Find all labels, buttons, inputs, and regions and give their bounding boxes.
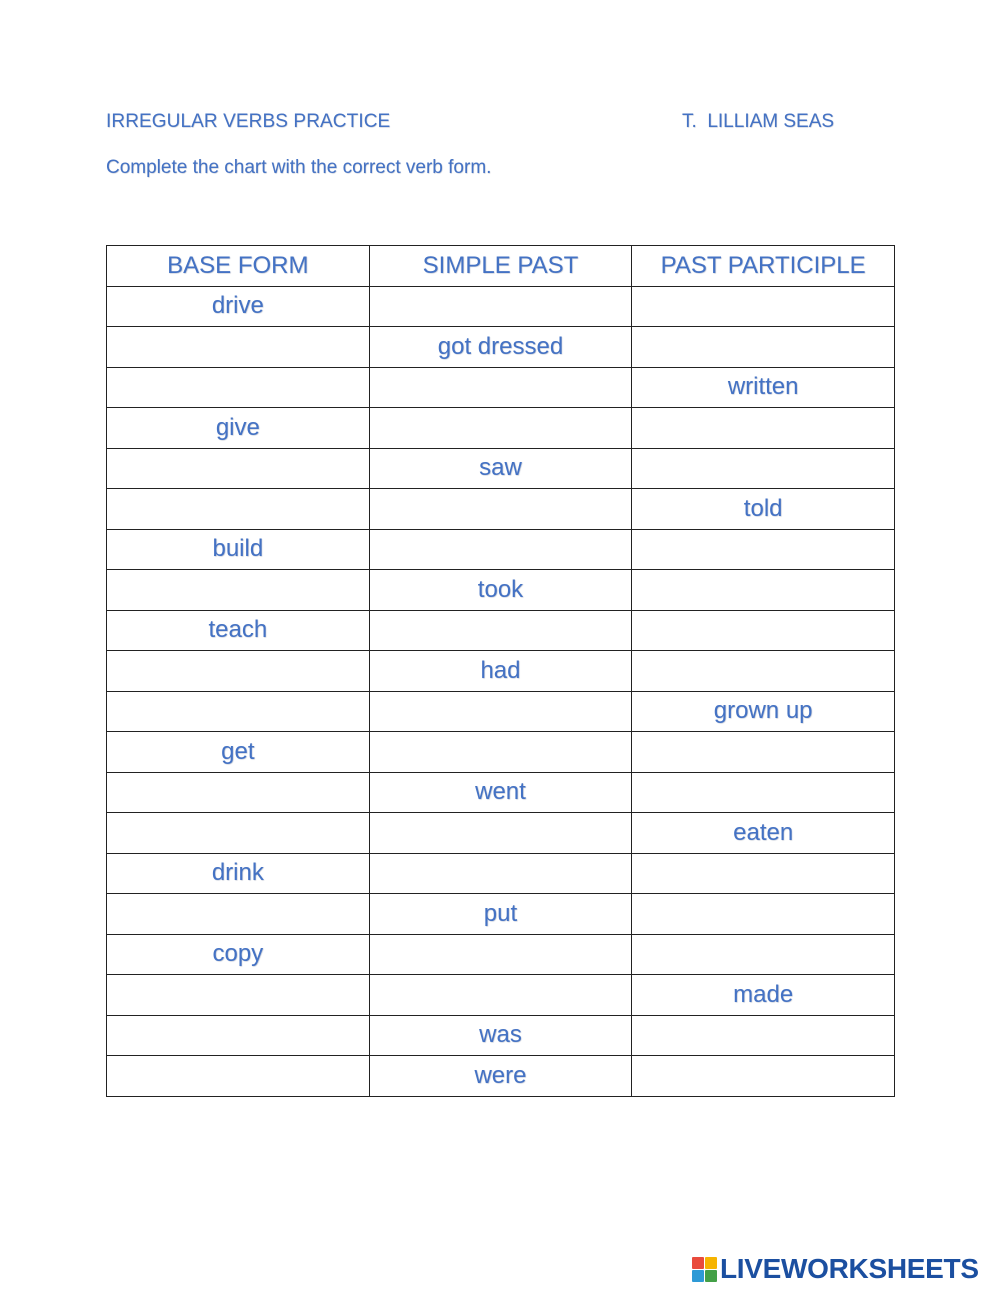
logo-square — [705, 1257, 717, 1269]
simple-past-cell[interactable] — [369, 286, 632, 327]
logo-square — [692, 1257, 704, 1269]
table-row — [107, 1056, 895, 1097]
table-row — [107, 408, 895, 449]
simple-past-cell[interactable] — [369, 853, 632, 894]
logo-square — [705, 1270, 717, 1282]
base-form-cell[interactable] — [107, 327, 370, 368]
simple-past-cell: got dressed — [369, 327, 632, 368]
simple-past-cell[interactable] — [369, 813, 632, 854]
table-row — [107, 448, 895, 489]
author-name: T. LILLIAM SEAS — [682, 111, 835, 132]
column-header-simple-past: SIMPLE PAST — [369, 246, 632, 287]
base-form-cell[interactable] — [107, 894, 370, 935]
past-participle-cell[interactable] — [632, 772, 895, 813]
base-form-cell[interactable] — [107, 975, 370, 1016]
base-form-cell: build — [107, 529, 370, 570]
past-participle-cell[interactable] — [632, 853, 895, 894]
simple-past-cell[interactable] — [369, 408, 632, 449]
base-form-cell[interactable] — [107, 651, 370, 692]
base-form-cell[interactable] — [107, 489, 370, 530]
past-participle-cell: eaten — [632, 813, 895, 854]
table-row — [107, 610, 895, 651]
past-participle-cell: told — [632, 489, 895, 530]
past-participle-cell[interactable] — [632, 327, 895, 368]
table-row — [107, 327, 895, 368]
base-form-cell[interactable] — [107, 813, 370, 854]
simple-past-cell[interactable] — [369, 529, 632, 570]
base-form-cell[interactable] — [107, 1015, 370, 1056]
past-participle-cell[interactable] — [632, 651, 895, 692]
column-header-base-form: BASE FORM — [107, 246, 370, 287]
table-row — [107, 651, 895, 692]
header-row — [107, 246, 895, 287]
past-participle-cell: written — [632, 367, 895, 408]
simple-past-cell[interactable] — [369, 610, 632, 651]
table-row — [107, 813, 895, 854]
base-form-cell[interactable] — [107, 772, 370, 813]
simple-past-cell[interactable] — [369, 732, 632, 773]
past-participle-cell[interactable] — [632, 610, 895, 651]
simple-past-cell[interactable] — [369, 934, 632, 975]
brand-name: LIVEWORKSHEETS — [720, 1253, 979, 1284]
table-row — [107, 732, 895, 773]
table-row — [107, 934, 895, 975]
simple-past-cell[interactable] — [369, 367, 632, 408]
past-participle-cell[interactable] — [632, 1015, 895, 1056]
past-participle-cell[interactable] — [632, 448, 895, 489]
simple-past-cell[interactable] — [369, 489, 632, 530]
verb-chart — [106, 245, 895, 1097]
past-participle-cell[interactable] — [632, 408, 895, 449]
table-row — [107, 367, 895, 408]
simple-past-cell[interactable] — [369, 975, 632, 1016]
table-row — [107, 570, 895, 611]
worksheet-title: IRREGULAR VERBS PRACTICE — [106, 111, 391, 132]
base-form-cell: get — [107, 732, 370, 773]
logo-square — [692, 1270, 704, 1282]
table-row — [107, 691, 895, 732]
base-form-cell: teach — [107, 610, 370, 651]
instruction-text: Complete the chart with the correct verb form. — [106, 157, 492, 178]
base-form-cell: give — [107, 408, 370, 449]
simple-past-cell: put — [369, 894, 632, 935]
past-participle-cell[interactable] — [632, 570, 895, 611]
base-form-cell: drink — [107, 853, 370, 894]
liveworksheets-brand — [692, 1254, 979, 1284]
table-row — [107, 772, 895, 813]
liveworksheets-logo-icon — [692, 1257, 717, 1282]
past-participle-cell[interactable] — [632, 529, 895, 570]
base-form-cell[interactable] — [107, 691, 370, 732]
past-participle-cell: made — [632, 975, 895, 1016]
table-row — [107, 853, 895, 894]
table-row — [107, 975, 895, 1016]
simple-past-cell: was — [369, 1015, 632, 1056]
table-row — [107, 894, 895, 935]
past-participle-cell[interactable] — [632, 894, 895, 935]
simple-past-cell: were — [369, 1056, 632, 1097]
base-form-cell[interactable] — [107, 367, 370, 408]
simple-past-cell[interactable] — [369, 691, 632, 732]
base-form-cell: copy — [107, 934, 370, 975]
column-header-past-participle: PAST PARTICIPLE — [632, 246, 895, 287]
simple-past-cell: had — [369, 651, 632, 692]
simple-past-cell: went — [369, 772, 632, 813]
past-participle-cell: grown up — [632, 691, 895, 732]
base-form-cell[interactable] — [107, 1056, 370, 1097]
table-row — [107, 1015, 895, 1056]
table-row — [107, 529, 895, 570]
base-form-cell[interactable] — [107, 448, 370, 489]
base-form-cell: drive — [107, 286, 370, 327]
simple-past-cell: took — [369, 570, 632, 611]
past-participle-cell[interactable] — [632, 1056, 895, 1097]
past-participle-cell[interactable] — [632, 286, 895, 327]
table-row — [107, 489, 895, 530]
base-form-cell[interactable] — [107, 570, 370, 611]
past-participle-cell[interactable] — [632, 732, 895, 773]
table-row — [107, 286, 895, 327]
simple-past-cell: saw — [369, 448, 632, 489]
past-participle-cell[interactable] — [632, 934, 895, 975]
